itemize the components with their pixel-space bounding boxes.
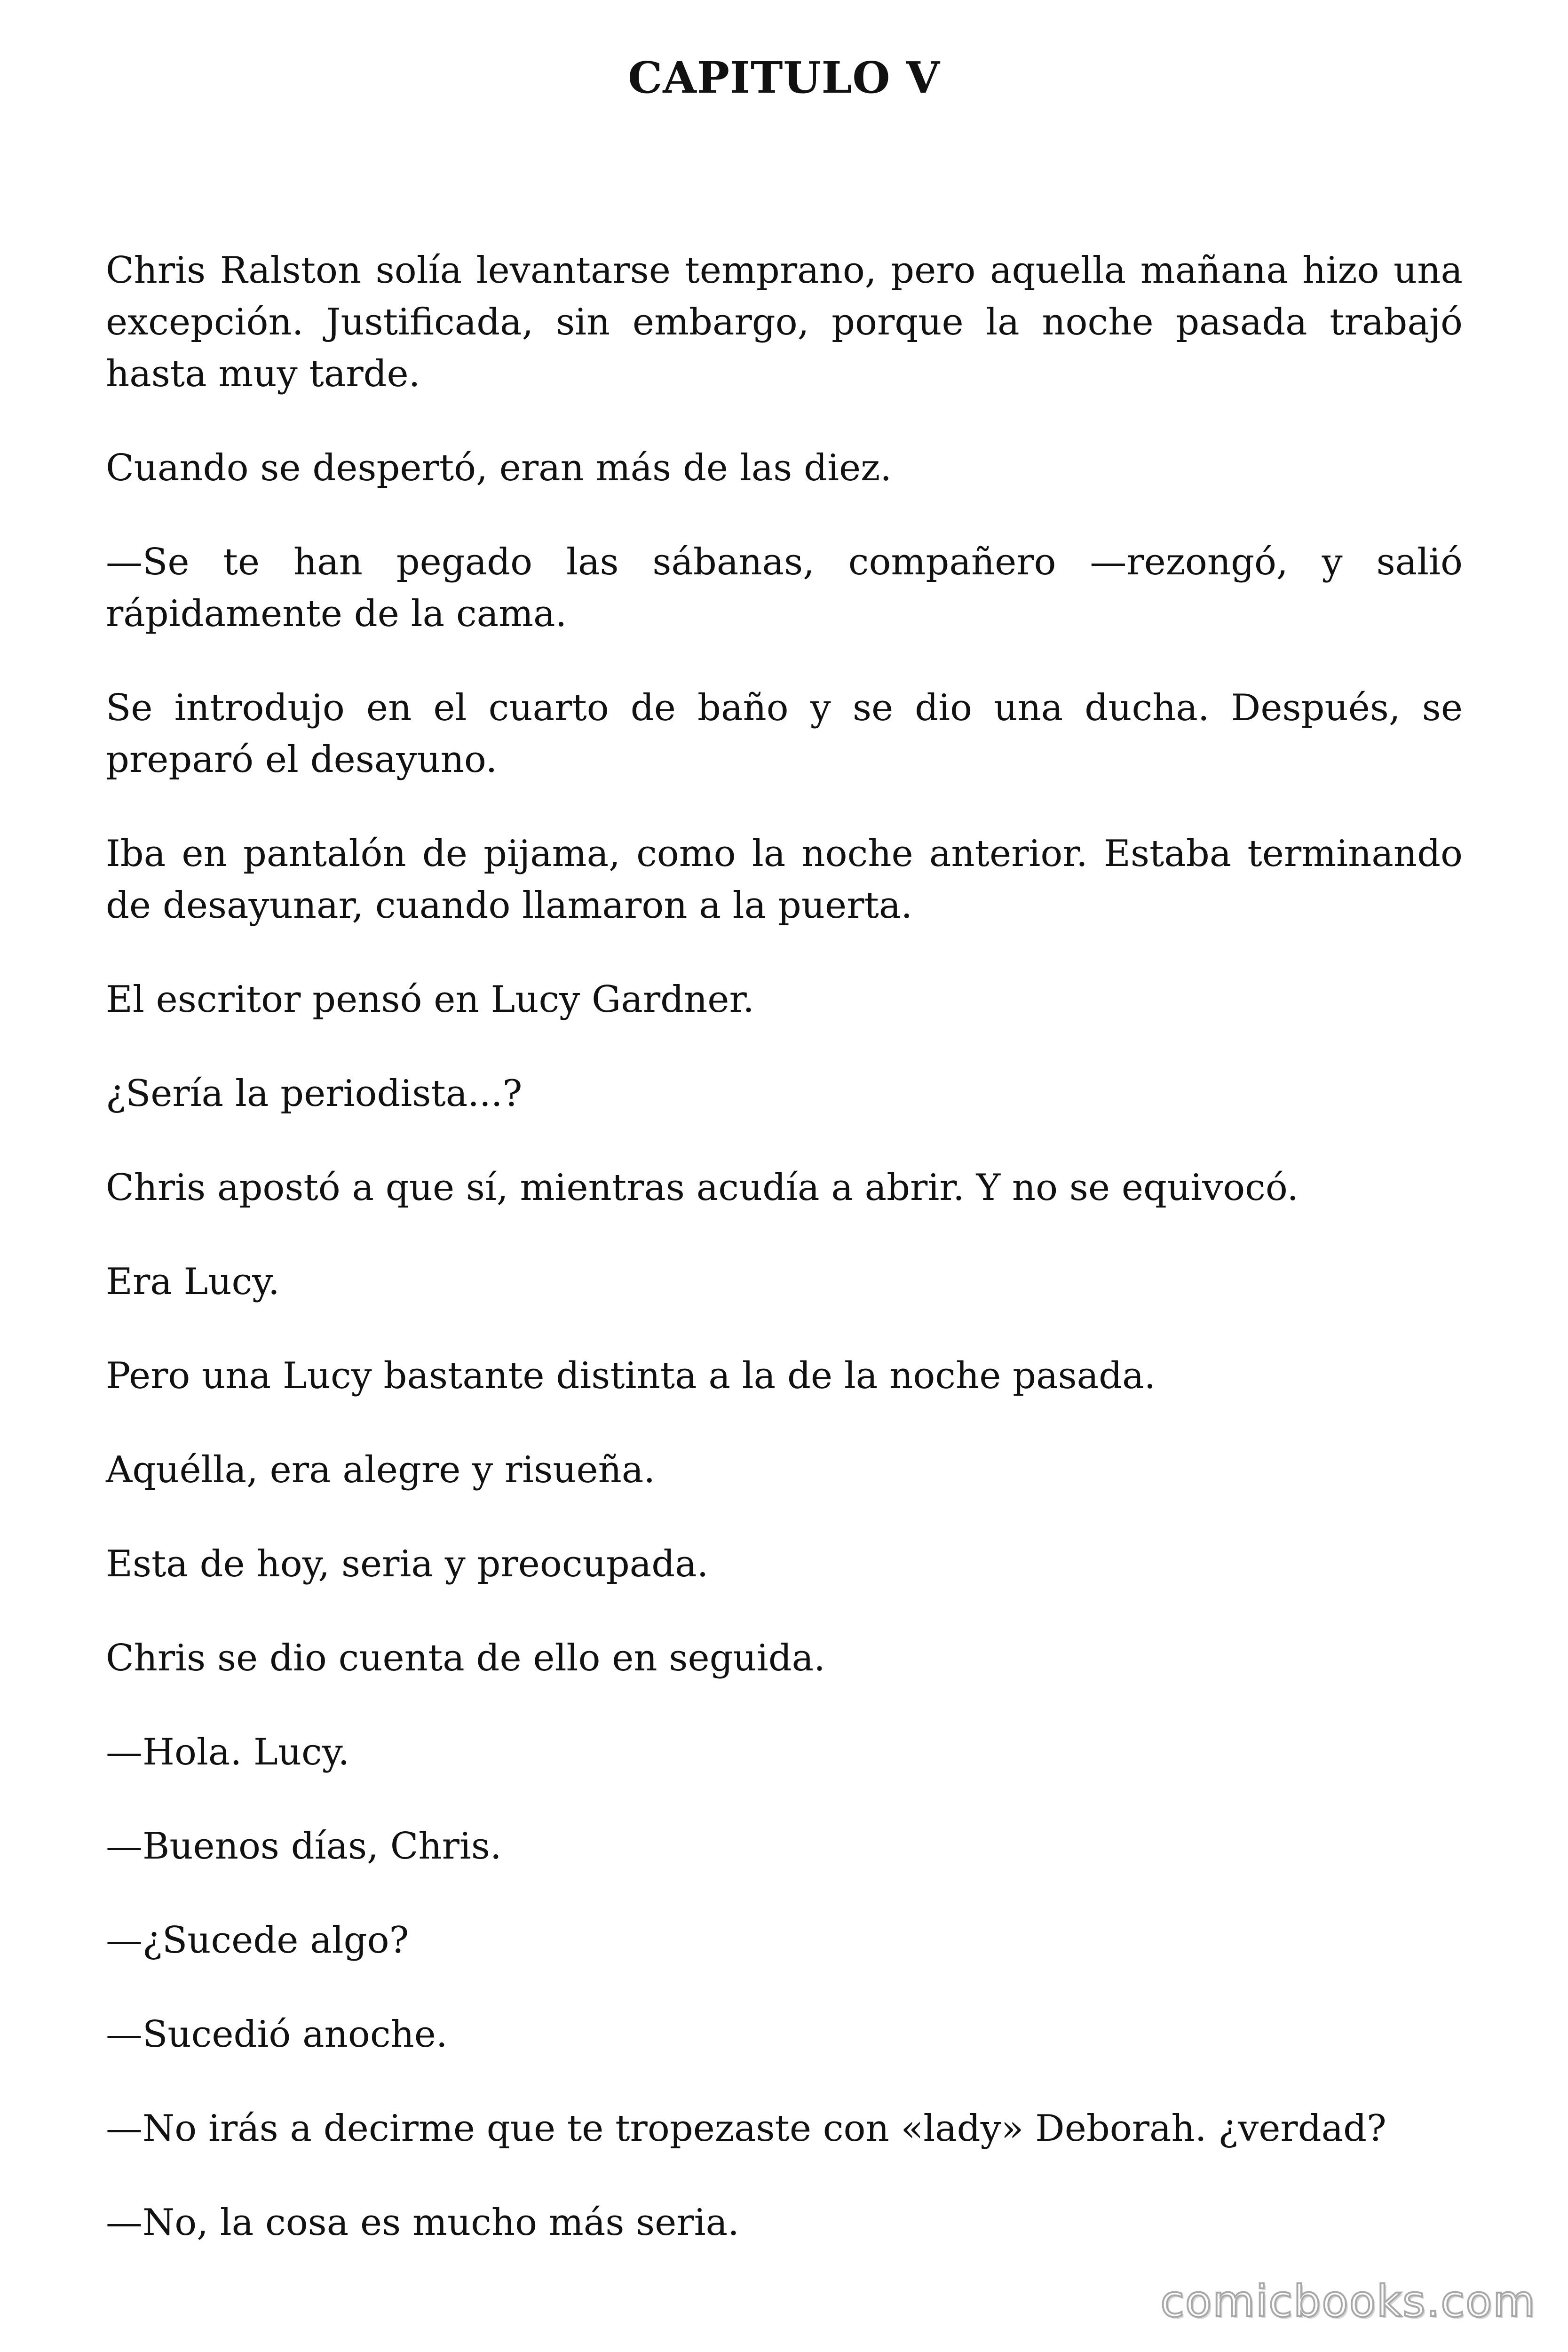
paragraph: Era Lucy.: [106, 1261, 280, 1303]
paragraph: Pero una Lucy bastante distinta a la de la noche pasada.: [106, 1355, 1156, 1397]
paragraph: El escritor pensó en Lucy Gardner.: [106, 978, 754, 1021]
paragraph: —No irás a decirme que te tropezaste con «lady» Deborah. ¿verdad?: [106, 2107, 1386, 2150]
paragraph: —¿Sucede algo?: [106, 1919, 409, 1962]
chapter-body: [106, 245, 1463, 2291]
paragraph: Chris Ralston solía levantarse temprano, pero aquella mañana hizo una excepción. Justificada, sin embargo, porque la noche pasada trabajó hasta muy tarde.: [106, 249, 1463, 395]
paragraph: —Buenos días, Chris.: [106, 1825, 502, 1867]
paragraph: —Sucedió anoche.: [106, 2013, 448, 2056]
paragraph: Esta de hoy, seria y preocupada.: [106, 1543, 709, 1585]
chapter-title: CAPITULO V: [628, 52, 940, 103]
paragraph: —Se te han pegado las sábanas, compañero —rezongó, y salió rápidamente de la cama.: [106, 541, 1463, 635]
paragraph: ¿Sería la periodista...?: [106, 1073, 523, 1115]
paragraph: Aquélla, era alegre y risueña.: [106, 1449, 656, 1491]
paragraph: Iba en pantalón de pijama, como la noche anterior. Estaba terminando de desayunar, cuando llamaron a la puerta.: [106, 833, 1463, 927]
paragraph: —No, la cosa es mucho más seria.: [106, 2201, 739, 2244]
paragraph: Chris apostó a que sí, mientras acudía a abrir. Y no se equivocó.: [106, 1167, 1299, 1209]
paragraph: Chris se dio cuenta de ello en seguida.: [106, 1637, 825, 1679]
paragraph: Se introdujo en el cuarto de baño y se dio una ducha. Después, se preparó el desayuno.: [106, 687, 1463, 781]
paragraph: Cuando se despertó, eran más de las diez.: [106, 447, 892, 489]
paragraph: —Hola. Lucy.: [106, 1731, 350, 1773]
watermark: comicbooks.com: [1160, 2276, 1536, 2327]
